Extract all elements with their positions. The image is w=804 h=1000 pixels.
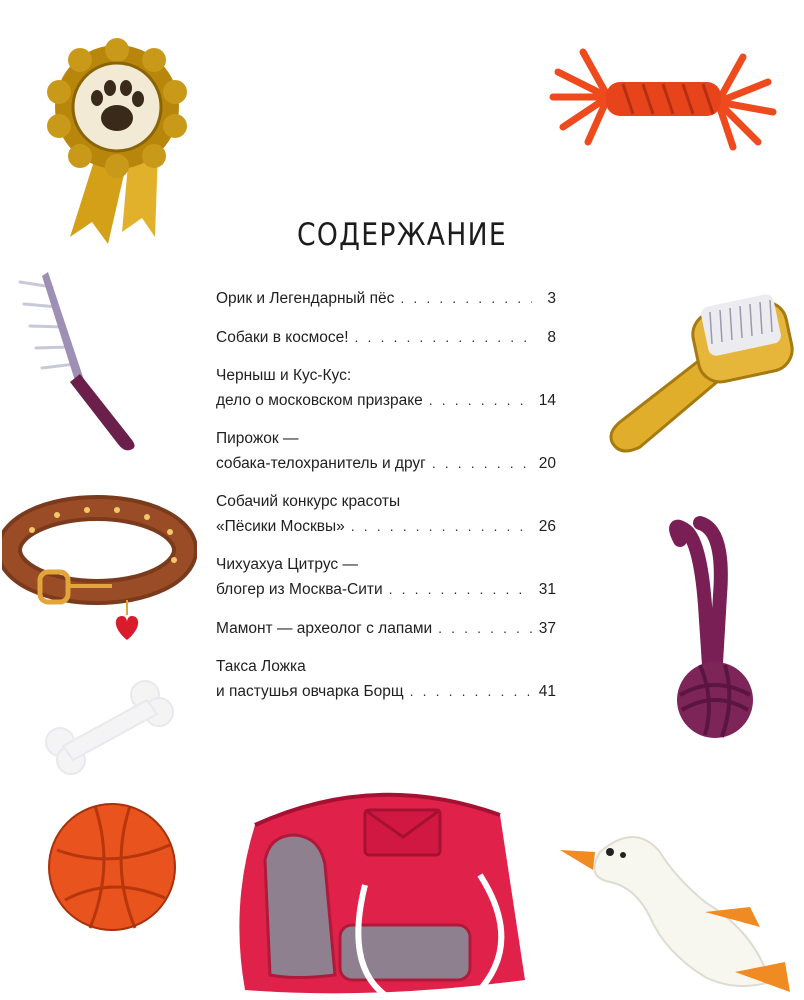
toc-entry-title: Собачий конкурс красоты (216, 493, 401, 510)
page-title: СОДЕРЖАНИЕ (296, 216, 508, 253)
toc-page-number: 14 (538, 392, 556, 409)
toc-page-number: 41 (538, 683, 556, 700)
dot-leader (351, 514, 532, 538)
toc-entry-line (216, 490, 556, 514)
toc-entry[interactable] (216, 286, 556, 311)
award-rosette-icon (30, 22, 205, 247)
toc-page-number: 20 (538, 455, 556, 472)
toc-entry-title: Мамонт — археолог с лапами (216, 620, 433, 637)
comb-icon (12, 262, 152, 452)
toc-page-number: 26 (538, 518, 556, 535)
dot-leader (389, 577, 532, 601)
toc-entry[interactable] (216, 427, 556, 476)
toc-entry-line (216, 286, 556, 311)
toc-page-number: 37 (538, 620, 556, 637)
toc-entry-title: Орик и Легендарный пёс (216, 290, 395, 307)
rope-toy-icon (548, 42, 778, 152)
rope-ball-toy-icon (660, 515, 780, 745)
toc-entry-line (216, 679, 556, 704)
dot-leader (410, 679, 532, 703)
toc-entry-line (216, 364, 556, 388)
toc-entry[interactable] (216, 616, 556, 641)
bone-icon (35, 680, 185, 775)
toc-entry-line (216, 577, 556, 602)
toc-entry[interactable] (216, 490, 556, 539)
dot-leader (432, 451, 532, 475)
toc-page-number: 3 (547, 290, 556, 307)
toc-page-number: 31 (538, 581, 556, 598)
grooming-brush-icon (600, 282, 800, 462)
toc-entry-title: Чихуахуа Цитрус — (216, 556, 358, 573)
toc-page-number: 8 (547, 329, 556, 346)
toc-entry-title: Собаки в космосе! (216, 329, 349, 346)
toc-entry[interactable] (216, 655, 556, 704)
toc-entry-title: «Пёсики Москвы» (216, 518, 345, 535)
toc-entry-title: Черныш и Кус-Кус: (216, 367, 352, 384)
toc-entry-line (216, 553, 556, 577)
dot-leader (429, 388, 532, 412)
dog-collar-icon (2, 490, 197, 650)
toc-entry-line (216, 388, 556, 413)
toc-entry-title: блогер из Москва-Сити (216, 581, 383, 598)
toc-entry-line (216, 451, 556, 476)
toc-entry-title: Пирожок — (216, 430, 299, 447)
toc-entry-line (216, 655, 556, 679)
toc-entry[interactable] (216, 553, 556, 602)
dot-leader (355, 325, 532, 349)
toc-entry-title: Такса Ложка (216, 658, 306, 675)
toc-entry[interactable] (216, 325, 556, 350)
toc-entry-title: собака-телохранитель и друг (216, 455, 426, 472)
ball-icon (45, 800, 180, 935)
toc-entry[interactable] (216, 364, 556, 413)
toc-entry-line (216, 427, 556, 451)
toc-entry-line (216, 514, 556, 539)
toc-entry-line (216, 325, 556, 350)
toc-entry-title: дело о московском призраке (216, 392, 423, 409)
toc-entry-title: и пастушья овчарка Борщ (216, 683, 404, 700)
pet-carrier-bag-icon (225, 765, 530, 1000)
toy-goose-icon (555, 812, 800, 1000)
dot-leader (438, 616, 532, 640)
toc-entry-line (216, 616, 556, 641)
table-of-contents (216, 286, 556, 718)
dot-leader (400, 286, 532, 310)
